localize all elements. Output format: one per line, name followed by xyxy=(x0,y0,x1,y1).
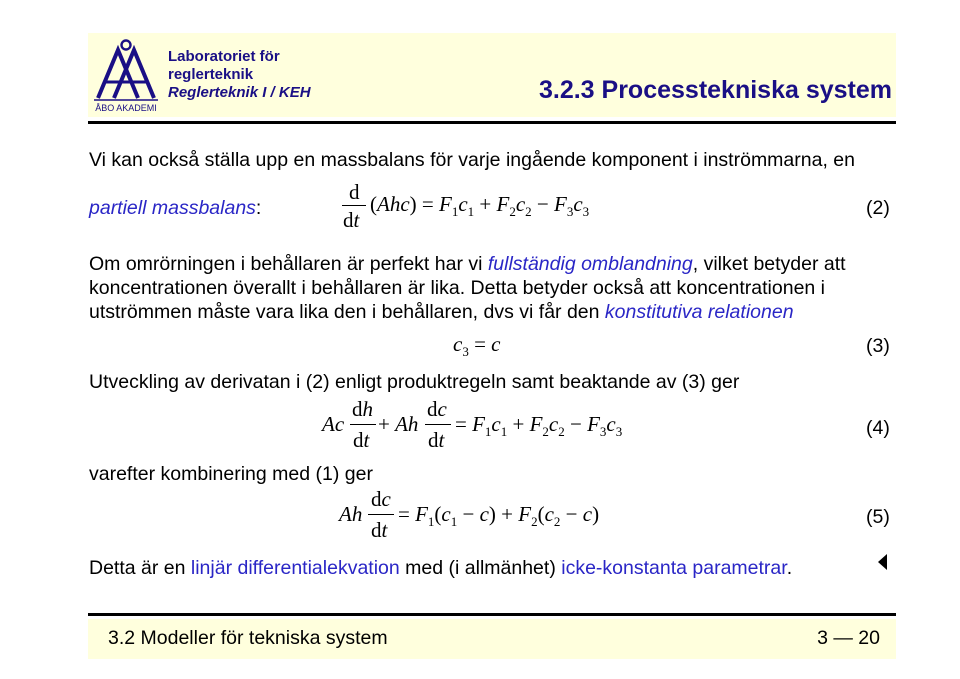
eq4-number: (4) xyxy=(866,417,890,439)
logo-caption: ÅBO AKADEMI xyxy=(95,103,157,113)
eq5-dc: dc xyxy=(371,487,391,511)
header-rule xyxy=(88,121,896,124)
equation-5-rhs: = $F_1(c_1 - c) + F_2(c_2 - c)$ xyxy=(398,502,600,529)
eq4-dt-1: dt xyxy=(353,428,370,452)
footer-rule xyxy=(88,613,896,616)
eq5-frac-bar xyxy=(368,514,394,515)
eq4-frac-bar-2 xyxy=(425,424,451,425)
eq4-dc: dc xyxy=(427,397,447,421)
eq3-number: (3) xyxy=(866,335,890,357)
eq4-plus-Ah: + Ah xyxy=(378,412,419,436)
para2-pre: Om omrörningen i behållaren är perfekt har vi xyxy=(89,253,488,275)
eq2-number: (2) xyxy=(866,197,890,219)
course-name: Reglerteknik I / KEH xyxy=(168,84,311,101)
eq4-dt-2: dt xyxy=(428,428,445,452)
eq4-Ac: Ac xyxy=(322,412,345,436)
para2-line3-pre: utströmmen måste vara lika den i behållaren, dvs vi får den xyxy=(89,301,605,323)
para2-line1 xyxy=(89,252,846,276)
linear-ode-term: linjär differentialekvation xyxy=(190,557,400,579)
para2-line2: koncentrationen överallt i behållaren är lika. Detta betyder också att koncentrationen i xyxy=(89,277,826,299)
logo-line-2: reglerteknik xyxy=(168,66,254,83)
eq5-dt: dt xyxy=(371,518,388,542)
derivative-line: Utveckling av derivatan i (2) enligt produktregeln samt beaktande av (3) ger xyxy=(89,371,740,393)
eq2-dt: dt xyxy=(343,208,360,232)
equation-2: $(Ahc) = F_1c_1 + F_2c_2 - F_3c_3$ xyxy=(370,192,590,219)
logo-line-3 xyxy=(168,84,311,102)
constitutive-relation-term: konstitutiva relationen xyxy=(604,301,794,323)
combine-line: varefter kombinering med (1) ger xyxy=(89,463,373,485)
eq5-number: (5) xyxy=(866,506,890,528)
footer-section: 3.2 Modeller för tekniska system xyxy=(108,627,388,649)
eq2-d: d xyxy=(349,180,360,204)
nonconstant-params-term: icke-konstanta parametrar xyxy=(561,557,787,579)
eq5-Ah: Ah xyxy=(339,502,363,526)
para2-post: , vilket betyder att xyxy=(692,253,846,275)
abo-akademi-logo xyxy=(92,36,160,114)
conclusion-pre: Detta är en xyxy=(89,557,191,579)
partial-massbalance-label xyxy=(89,196,261,220)
eq4-dh: dh xyxy=(352,397,373,421)
intro-line: Vi kan också ställa upp en massbalans för varje ingående komponent i inströmmarna, en xyxy=(89,149,855,171)
para2-line3 xyxy=(89,300,794,324)
equation-3: $c_3 = c$ xyxy=(453,332,501,359)
equation-4-rhs: = $F_1c_1 + F_2c_2 - F_3c_3$ xyxy=(455,412,623,439)
full-mixing-term: fullständig omblandning xyxy=(487,253,693,275)
page-number: 3 — 20 xyxy=(817,627,880,649)
label-colon: : xyxy=(255,197,262,219)
logo-line-1: Laboratoriet för xyxy=(168,48,280,65)
eq4-frac-bar-1 xyxy=(350,424,376,425)
slide-title: 3.2.3 Processtekniska system xyxy=(538,76,892,104)
partial-massbalance-term: partiell massbalans xyxy=(89,197,256,219)
triangle-left-icon[interactable] xyxy=(876,553,890,571)
conclusion-line xyxy=(89,556,792,580)
conclusion-mid: med (i allmänhet) xyxy=(399,557,562,579)
eq2-frac-bar xyxy=(342,205,366,206)
conclusion-end: . xyxy=(786,557,793,579)
